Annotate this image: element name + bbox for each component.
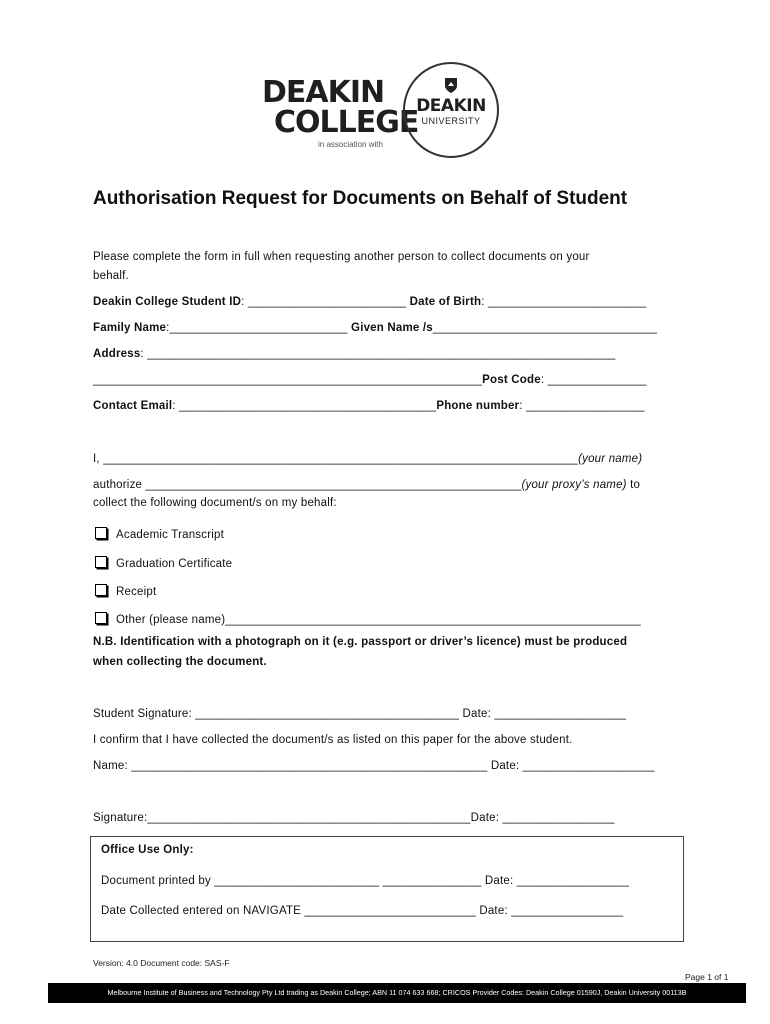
- postcode-field[interactable]: : _______________: [540, 374, 647, 386]
- dob-label: Date of Birth: [409, 296, 482, 308]
- authorize-to-text: to: [626, 479, 641, 491]
- family-name-field[interactable]: :___________________________: [166, 322, 348, 334]
- address-line2-field[interactable]: ___________________________________________________________: [93, 374, 483, 386]
- checkbox-icon[interactable]: [95, 527, 107, 539]
- deakin-college-logo: [262, 75, 419, 149]
- student-id-label: Deakin College Student ID: [93, 296, 242, 308]
- address-label: Address: [93, 348, 141, 360]
- authorize-text: authorize: [93, 479, 146, 491]
- your-name-field[interactable]: ________________________________________________________________________: [103, 453, 579, 465]
- footer-legal-text: Melbourne Institute of Business and Technology Pty Ltd trading as Deakin College; ABN 11 074 633 668; CRICOS Provider Codes: Deakin College 01590J, Deakin University 00113B: [107, 988, 687, 997]
- office-use-heading: Office Use Only:: [101, 844, 194, 856]
- checkbox-icon[interactable]: [95, 584, 107, 596]
- address-field[interactable]: : _______________________________________________________________________: [140, 348, 616, 360]
- printed-by-line[interactable]: Document printed by _________________________ _______________ Date: _________________: [101, 875, 629, 887]
- student-id-field[interactable]: : ________________________: [241, 296, 407, 308]
- intro-line-2: behalf.: [93, 270, 129, 282]
- phone-field[interactable]: : __________________: [519, 400, 645, 412]
- college-logo-tagline: in association with: [318, 140, 383, 149]
- university-logo-line2: UNIVERSITY: [421, 116, 481, 126]
- office-use-box: [90, 836, 684, 942]
- university-logo-line1: DEAKIN: [416, 96, 486, 116]
- shield-icon: [444, 77, 458, 94]
- document-option-transcript[interactable]: [95, 527, 224, 541]
- proxy-name-hint: (your proxy’s name): [521, 479, 627, 491]
- footer-legal-bar: [48, 983, 746, 1003]
- collect-line: collect the following document/s on my behalf:: [93, 497, 337, 509]
- student-id-row: [93, 296, 646, 308]
- checkbox-icon[interactable]: [95, 612, 107, 624]
- confirm-line: I confirm that I have collected the document/s as listed on this paper for the above student.: [93, 734, 573, 746]
- declaration-proxy-row: [93, 479, 640, 491]
- page-title: Authorisation Request for Documents on Behalf of Student: [93, 188, 628, 209]
- declaration-i: I,: [93, 453, 104, 465]
- proxy-signature-line[interactable]: Signature:_________________________________________________Date: _________________: [93, 812, 615, 824]
- intro-line-1: Please complete the form in full when requesting another person to collect documents on your: [93, 251, 590, 263]
- document-option-graduation[interactable]: [95, 556, 232, 570]
- phone-label: Phone number: [436, 400, 520, 412]
- id-note-line-1: N.B. Identification with a photograph on it (e.g. passport or driver’s licence) must be produced: [93, 636, 628, 648]
- page-number: Page 1 of 1: [685, 972, 729, 982]
- postcode-label: Post Code: [482, 374, 541, 386]
- navigate-entry-line[interactable]: Date Collected entered on NAVIGATE __________________________ Date: _________________: [101, 905, 624, 917]
- college-logo-line2: COLLEGE: [274, 105, 419, 140]
- document-option-label: Receipt: [116, 586, 157, 598]
- document-option-label: Graduation Certificate: [116, 558, 233, 570]
- contact-row: [93, 400, 645, 412]
- document-option-receipt[interactable]: [95, 584, 156, 598]
- student-signature-line[interactable]: Student Signature: ________________________________________ Date: ____________________: [93, 708, 627, 720]
- address-row-2: [93, 374, 647, 386]
- your-name-hint: (your name): [578, 453, 643, 465]
- deakin-university-logo: [403, 62, 499, 158]
- family-name-label: Family Name: [93, 322, 167, 334]
- given-name-field[interactable]: __________________________________: [432, 322, 658, 334]
- email-label: Contact Email: [93, 400, 173, 412]
- id-note-line-2: when collecting the document.: [93, 656, 267, 668]
- name-row: [93, 322, 657, 334]
- email-field[interactable]: : _______________________________________: [172, 400, 437, 412]
- document-option-other[interactable]: [95, 612, 641, 626]
- document-option-label: Academic Transcript: [116, 529, 224, 541]
- checkbox-icon[interactable]: [95, 556, 107, 568]
- proxy-name-line[interactable]: Name: ______________________________________________________ Date: ____________________: [93, 760, 655, 772]
- college-logo-line1: DEAKIN: [262, 75, 385, 110]
- declaration-name-row: [93, 453, 642, 465]
- proxy-name-field[interactable]: _________________________________________________________: [145, 479, 522, 491]
- version-info: Version: 4.0 Document code: SAS-F: [93, 958, 230, 968]
- document-option-label: Other (please name)_______________________________________________________________: [116, 614, 641, 626]
- address-row: [93, 348, 616, 360]
- dob-field[interactable]: : ________________________: [481, 296, 647, 308]
- given-name-label: Given Name /s: [351, 322, 433, 334]
